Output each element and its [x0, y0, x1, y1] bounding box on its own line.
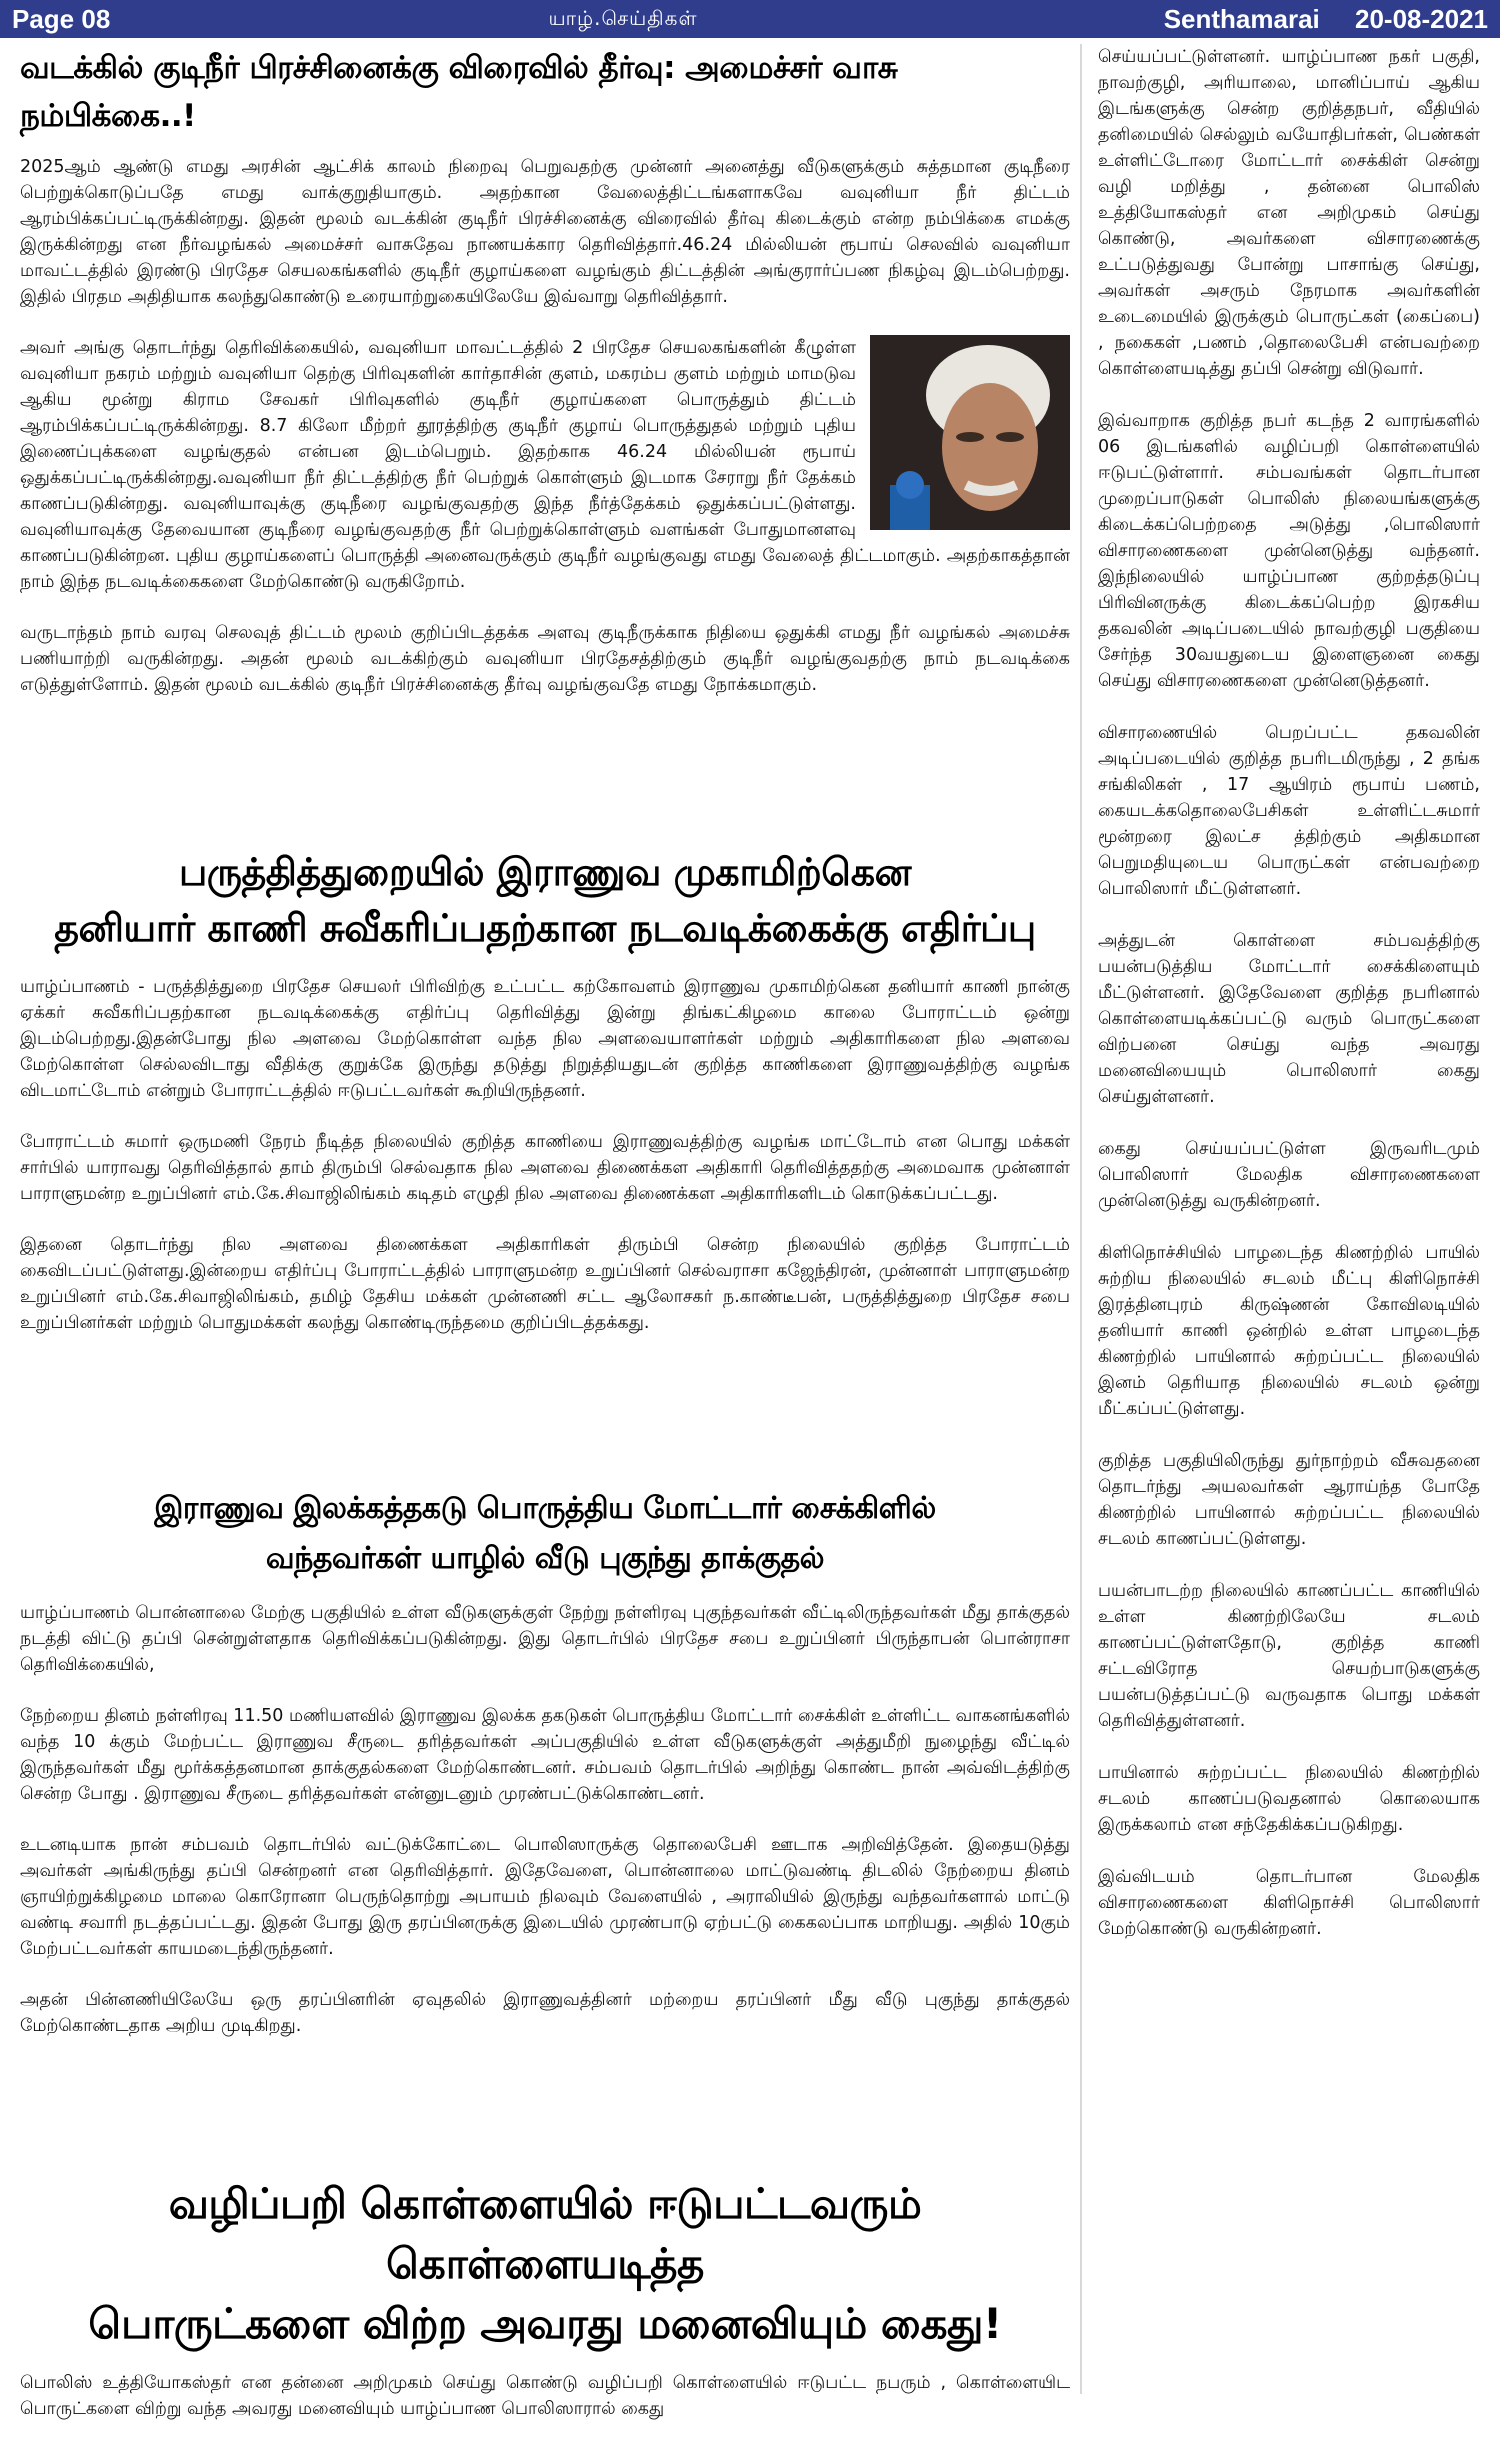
article-headline: வழிப்பறி கொள்ளையில் ஈடுபட்டவரும் கொள்ளையடித்த — [168, 2179, 922, 2288]
article-paragraph: இதனை தொடர்ந்து நில அளவை திணைக்கள அதிகாரிகள் திரும்பி சென்ற நிலையில் குறித்த போராட்டம் கைவிடப்பட்டுள்ளது.இன்றைய எதிர்ப்பு போராட்டத்தில் பாராளுமன்ற உறுப்பினர் செல்வராசா கஜேந்திரன், முன்னாள் பாராளுமன்ற உறுப்பினர் எம்.கே.சிவாஜிலிங்கம், தமிழ் தேசிய மக்கள் முன்னணி சட்ட ஆலோசகர் ந.காண்டீபன், பருத்தித்துறை பிரதேச சபை உறுப்பினர்கள் மற்றும் பொதுமக்கள் கலந்து கொண்டிருந்தமை குறிப்பிடத்தக்கது. — [20, 1235, 1070, 1333]
article-paragraph: அதன் பின்னணியிலேயே ஒரு தரப்பினரின் ஏவுதலில் இராணுவத்தினர் மற்றைய தரப்பினர் மீது வீடு புகுந்து தாக்குதல் மேற்கொண்டதாக அறிய முடிகிறது. — [20, 1990, 1070, 2036]
article-paragraph: 2025ஆம் ஆண்டு எமது அரசின் ஆட்சிக் காலம் நிறைவு பெறுவதற்கு முன்னர் அனைத்து வீடுகளுக்கும் சுத்தமான குடிநீரை பெற்றுக்கொடுப்பதே எமது வாக்குறுதியாகும். அதற்கான வேலைத்திட்டங்களாகவே வவுனியா நீர் திட்டம் ஆரம்பிக்கப்பட்டிருக்கின்றது. இதன் மூலம் வடக்கின் குடிநீர் பிரச்சினைக்கு விரைவில் தீர்வு கிடைக்கும் என்ற நம்பிக்கை எமக்கு இருக்கின்றது என நீர்வழங்கல் அமைச்சர் வாசுதேவ நாணயக்கார தெரிவித்தார்.46.24 மில்லியன் ரூபாய் செலவில் வவுனியா மாவட்டத்தில் இரண்டு பிரதேச செயலகங்களில் குடிநீர் குழாய்களை வழங்கும் திட்டத்தின் அங்குரார்ப்பண நிகழ்வு இடம்பெற்றது. இதில் பிரதம அதிதியாக கலந்துகொண்டு உரையாற்றுகையிலேயே இவ்வாறு தெரிவித்தார். — [20, 157, 1070, 307]
masthead: யாழ்.செய்திகள் — [548, 5, 698, 30]
page-header — [0, 0, 1500, 38]
portrait-image — [870, 335, 1070, 530]
side-paragraph: அத்துடன் கொள்ளை சம்பவத்திற்கு பயன்படுத்திய மோட்டார் சைக்கிளையும் மீட்டுள்ளனர். இதேவேளை குறித்த நபரினால் கொள்ளையடிக்கப்பட்டு வரும் பொருட்களை விற்பனை செய்து வந்த அவரது மனைவியையும் பொலிஸார் கைது செய்துள்ளனர். — [1098, 931, 1480, 1107]
side-paragraph: இவ்விடயம் தொடர்பான மேலதிக விசாரணைகளை கிளிநொச்சி பொலிஸார் மேற்கொண்டு வருகின்றனர். — [1098, 1867, 1480, 1939]
article-paragraph: பொலிஸ் உத்தியோகஸ்தர் என தன்னை அறிமுகம் செய்து கொண்டு வழிப்பறி கொள்ளையில் ஈடுபட்ட நபரும் , கொள்ளையிட பொருட்களை விற்று வந்த அவரது மனைவியும் யாழ்ப்பாண பொலிஸாரால் கைது — [20, 2373, 1070, 2419]
article-water — [20, 44, 1070, 723]
side-paragraph: குறித்த பகுதியிலிருந்து துர்நாற்றம் வீசுவதனை தொடர்ந்து அயலவர்கள் ஆராய்ந்த போதே கிணற்றில் பாயினால் சுற்றப்பட்ட நிலையில் சடலம் காணப்பட்டுள்ளது. — [1098, 1451, 1480, 1549]
article-house-attack — [20, 1484, 1070, 2064]
article-paragraph: உடனடியாக நான் சம்பவம் தொடர்பில் வட்டுக்கோட்டை பொலிஸாருக்கு தொலைபேசி ஊடாக அறிவித்தேன். இதையடுத்து அவர்கள் அங்கிருந்து தப்பி சென்றனர் என தெரிவித்தார். இதேவேளை, பொன்னாலை மாட்டுவண்டி திடலில் நேற்றைய தினம் ஞாயிற்றுக்கிழமை மாலை கொரோனா பெருந்தொற்று அபாயம் நிலவும் வேளையில் , அராலியில் இருந்து வந்தவர்களால் மாட்டு வண்டி சவாரி நடத்தப்பட்டது. இதன் போது இரு தரப்பினருக்கு இடையில் முரண்பாடு ஏற்பட்டு கைகலப்பாக மாறியது. அதில் 10கும் மேற்பட்டவர்கள் காயமடைந்திருந்தனர். — [20, 1835, 1070, 1959]
article-robbery-arrest — [20, 2174, 1070, 2447]
article-paragraph: நேற்றைய தினம் நள்ளிரவு 11.50 மணியளவில் இராணுவ இலக்க தகடுகள் பொருத்திய மோட்டார் சைக்கிள் உள்ளிட்ட வாகனங்களில் வந்த 10 க்கும் மேற்பட்ட இராணுவ சீருடை தரித்தவர்கள் அப்பகுதியில் உள்ள வீடுகளுக்குள் அத்துமீறி நுழைந்து வீட்டில் இருந்தவர்கள் மீது மூர்க்கத்தனமான தாக்குதல்களை மேற்கொண்டனர். சம்பவம் தொடர்பில் அறிந்து கொண்ட நான் அவ்விடத்திற்கு சென்ற போது . இராணுவ சீருடை தரித்தவர்கள் என்னுடனும் முரண்பட்டுக்கொண்டனர். — [20, 1706, 1070, 1804]
article-headline-line2: தனியார் காணி சுவீகரிப்பதற்கான நடவடிக்கைக்கு எதிர்ப்பு — [54, 906, 1036, 950]
paper-info — [1136, 4, 1488, 35]
article-paragraph: யாழ்ப்பாணம் பொன்னாலை மேற்கு பகுதியில் உள்ள வீடுகளுக்குள் நேற்று நள்ளிரவு புகுந்தவர்கள் வீட்டிலிருந்தவர்கள் மீது தாக்குதல் நடத்தி விட்டு தப்பி சென்றுள்ளதாக தெரிவிக்கப்படுகின்றது. இது தொடர்பில் பிரதேச சபை உறுப்பினர் பிருந்தாபன் பொன்ராசா தெரிவிக்கையில், — [20, 1603, 1070, 1675]
article-headline: இராணுவ இலக்கத்தகடு பொருத்திய மோட்டார் சைக்கிளில் — [154, 1491, 936, 1526]
side-paragraph: பாயினால் சுற்றப்பட்ட நிலையில் கிணற்றில் சடலம் காணப்படுவதனால் கொலையாக இருக்கலாம் என சந்தேகிக்கப்படுகிறது. — [1098, 1763, 1480, 1835]
article-headline: வடக்கில் குடிநீர் பிரச்சினைக்கு விரைவில் தீர்வு: அமைச்சர் வாசு நம்பிக்கை..! — [20, 50, 898, 134]
side-column — [1098, 44, 1480, 1968]
side-paragraph: இவ்வாறாக குறித்த நபர் கடந்த 2 வாரங்களில் 06 இடங்களில் வழிப்பறி கொள்ளையில் ஈடுபட்டுள்ளார். சம்பவங்கள் தொடர்பான முறைப்பாடுகள் பொலிஸ் நிலையங்களுக்கு கிடைக்கப்பெற்றதை அடுத்து ,பொலிஸார் விசாரணைகளை முன்னெடுத்து வந்தனர். இந்நிலையில் யாழ்ப்பாண குற்றத்தடுப்பு பிரிவினருக்கு கிடைக்கப்பெற்ற இரகசிய தகவலின் அடிப்படையில் நாவற்குழி பகுதியை சேர்ந்த 30வயதுடைய இளைஞனை கைது செய்து விசாரணைகளை முன்னெடுத்தனர். — [1098, 411, 1480, 691]
article-paragraph: அவர் அங்கு தொடர்ந்து தெரிவிக்கையில், வவுனியா மாவட்டத்தில் 2 பிரதேச செயலகங்களின் கீழுள்ள வவுனியா நகரம் மற்றும் வவுனியா தெற்கு பிரிவுகளின் கார்தாசின் குளம், மகரம்ப குளம் மற்றும் மாமடுவ ஆகிய மூன்று கிராம சேவகர் பிரிவுகளில் குடிநீர் குழாய்களை பொருத்தும் திட்டம் ஆரம்பிக்கப்பட்டிருக்கின்றது. 8.7 கிலோ மீற்றர் தூரத்திற்கு குடிநீர் குழாய் பொருத்துதல் மற்றும் புதிய இணைப்புக்களை வழங்குதல் என்பன இடம்பெறும். இதற்காக 46.24 மில்லியன் ரூபாய் ஒதுக்கப்பட்டிருக்கின்றது.வவுனியா நீர் திட்டத்திற்கு நீர் பெற்றுக் கொள்ளும் இடமாக சேராறு நீர் தேக்கம் காணப்படுகின்றது. வவுனியாவுக்கு குடிநீரை வழங்குவதற்கு இந்த நீர்த்தேக்கம் ஒதுக்கப்பட்டுள்ளது. வவுனியாவுக்கு தேவையான குடிநீரை வழங்குவதற்கு நீர் பெற்றுக்கொள்ளும் வளங்கள் போதுமானளவு காணப்படுகின்றன. புதிய குழாய்களைப் பொருத்தி அனைவருக்கும் குடிநீர் வழங்குவது எமது வேலைத் திட்டமாகும். அதற்காகத்தான் நாம் இந்த நடவடிக்கைகளை மேற்கொண்டு வருகிறோம். — [20, 338, 1070, 592]
column-divider — [1080, 44, 1082, 2394]
article-headline-line2: வந்தவர்கள் யாழில் வீடு புகுந்து தாக்குதல் — [265, 1541, 825, 1576]
article-headline: பருத்தித்துறையில் இராணுவ முகாமிற்கென — [179, 850, 911, 894]
side-paragraph: விசாரணையில் பெறப்பட்ட தகவலின் அடிப்படையில் குறித்த நபரிடமிருந்து , 2 தங்க சங்கிலிகள் , 17 ஆயிரம் ரூபாய் பணம், கையடக்கதொலைபேசிகள் உள்ளிட்டசுமார் மூன்றரை இலட்ச த்திற்கும் அதிகமான பெறுமதியுடைய பொருட்கள் என்பவற்றை பொலிஸார் மீட்டுள்ளனர். — [1098, 723, 1480, 899]
issue-date: 20-08-2021 — [1355, 3, 1488, 34]
side-paragraph: பயன்பாடற்ற நிலையில் காணப்பட்ட காணியில் உள்ள கிணற்றிலேயே சடலம் காணப்பட்டுள்ளதோடு, குறித்த காணி சட்டவிரோத செயற்பாடுகளுக்கு பயன்படுத்தப்பட்டு வருவதாக பொது மக்கள் தெரிவித்துள்ளனர். — [1098, 1581, 1480, 1731]
side-paragraph: கைது செய்யப்பட்டுள்ள இருவரிடமும் பொலிஸார் மேலதிக விசாரணைகளை முன்னெடுத்து வருகின்றனர். — [1098, 1139, 1480, 1211]
side-paragraph: கிளிநொச்சியில் பாழடைந்த கிணற்றில் பாயில் சுற்றிய நிலையில் சடலம் மீட்பு கிளிநொச்சி இரத்தினபுரம் கிருஷ்ணன் கோவிலடியில் தனியார் காணி ஒன்றில் உள்ள பாழடைந்த கிணற்றில் பாயினால் சுற்றப்பட்ட நிலையில் இனம் தெரியாத நிலையில் சடலம் ஒன்று மீட்கப்பட்டுள்ளது. — [1098, 1243, 1480, 1419]
article-paragraph: வருடாந்தம் நாம் வரவு செலவுத் திட்டம் மூலம் குறிப்பிடத்தக்க அளவு குடிநீருக்காக நிதியை ஒதுக்கி எமது நீர் வழங்கல் அமைச்சு பணியாற்றி வருகின்றது. அதன் மூலம் வடக்கிற்கும் வவுனியா பிரதேசத்திற்கும் குடிநீர் வழங்குவதற்கு நாம் நடவடிக்கை எடுத்துள்ளோம். இதன் மூலம் வடக்கில் குடிநீர் பிரச்சினைக்கு தீர்வு வழங்குவதே எமது நோக்கமாகும். — [20, 623, 1070, 695]
article-land-protest — [20, 844, 1070, 1361]
article-paragraph: போராட்டம் சுமார் ஒருமணி நேரம் நீடித்த நிலையில் குறித்த காணியை இராணுவத்திற்கு வழங்க மாட்டோம் என பொது மக்கள் சார்பில் யாராவது தெரிவித்தால் தாம் திரும்பி செல்வதாக நில அளவை திணைக்கள அதிகாரி தெரிவித்ததற்கு அமைவாக முன்னாள் பாராளுமன்ற உறுப்பினர் எம்.கே.சிவாஜிலிங்கம் கடிதம் எழுதி நில அளவை திணைக்கள அதிகாரிகளிடம் கொடுக்கப்பட்டது. — [20, 1132, 1070, 1204]
side-paragraph: செய்யப்பட்டுள்ளனர். யாழ்ப்பாண நகர் பகுதி, நாவற்குழி, அரியாலை, மானிப்பாய் ஆகிய இடங்களுக்கு சென்ற குறித்தநபர், வீதியில் தனிமையில் செல்லும் வயோதிபர்கள், பெண்கள் உள்ளிட்டோரை மோட்டார் சைக்கிள் சென்று வழி மறித்து , தன்னை பொலிஸ் உத்தியோகஸ்தர் என அறிமுகம் செய்து கொண்டு, அவர்களை விசாரணைக்கு உட்படுத்துவது போன்று பாசாங்கு செய்து, அவர்கள் அசரும் நேரமாக அவர்களின் உடைமையில் இருக்கும் பொருட்கள் (கைப்பை) , நகைகள் ,பணம் ,தொலைபேசி என்பவற்றை கொள்ளையடித்து தப்பி சென்று விடுவார். — [1098, 47, 1480, 379]
page-number: Page 08 — [12, 3, 111, 34]
article-headline-line2: பொருட்களை விற்ற அவரது மனைவியும் கைது! — [88, 2299, 1002, 2348]
article-paragraph: யாழ்ப்பாணம் - பருத்தித்துறை பிரதேச செயலர் பிரிவிற்கு உட்பட்ட கற்கோவளம் இராணுவ முகாமிற்கென தனியார் காணி நான்கு ஏக்கர் சுவீகரிப்பதற்கான நடவடிக்கைக்கு எதிர்ப்பு தெரிவித்து இன்று திங்கட்கிழமை காலை போராட்டம் ஒன்று இடம்பெற்றது.இதன்போது நில அளவை மேற்கொள்ள வந்த நில அளவையாளர்கள் மற்றும் அதிகாரிகளை நில அளவை மேற்கொள்ள செல்லவிடாது வீதிக்கு குறுக்கே இருந்து தடுத்து நிறுத்தியதுடன் குறித்த காணிகளை இராணுவத்திற்கு வழங்க விடமாட்டோம் என்றும் போராட்டத்தில் ஈடுபட்டவர்கள் கூறியிருந்தனர். — [20, 977, 1070, 1101]
minister-photo — [870, 335, 1070, 530]
paper-name: Senthamarai — [1163, 3, 1320, 34]
